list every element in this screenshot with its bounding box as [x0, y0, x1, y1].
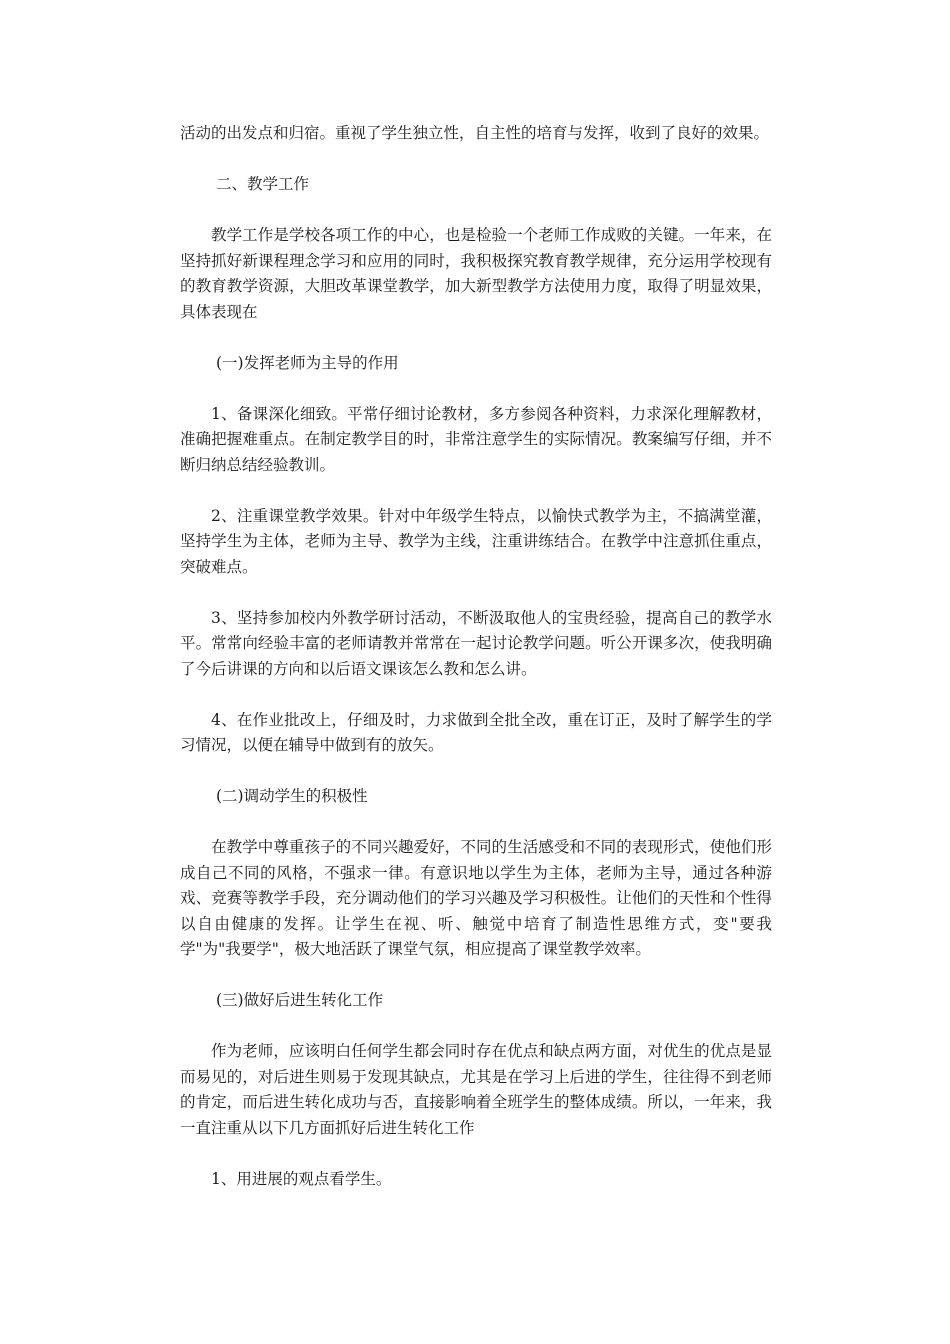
- paragraph-motivation-detail: 在教学中尊重孩子的不同兴趣爱好，不同的生活感受和不同的表现形式，使他们形成自己不同的风格，不强求一律。有意识地以学生为主体，老师为主导，通过各种游戏、竞赛等教学手段，充分调动他们的学习兴趣及学习积极性。让他们的天性和个性得以自由健康的发挥。让学生在视、听、触觉中培育了制造性思维方式，变"要我学"为"我要学"，极大地活跃了课堂气氛，相应提高了课堂教学效率。: [180, 838, 772, 958]
- subheading-struggling-students: (三)做好后进生转化工作: [216, 991, 384, 1009]
- section-heading-teaching-work: 二、教学工作: [216, 175, 310, 193]
- subheading-teacher-guidance: (一)发挥老师为主导的作用: [216, 353, 399, 372]
- paragraph-homework-correction: 4、在作业批改上，仔细及时，力求做到全批全改，重在订正，及时了解学生的学习情况，以便在辅导中做到有的放矢。: [180, 710, 772, 754]
- subheading-student-motivation: (二)调动学生的积极性: [216, 787, 368, 805]
- paragraph-lesson-preparation: 1、备课深化细致。平常仔细讨论教材，多方参阅各种资料，力求深化理解教材，准确把握难重点。在制定教学目的时，非常注意学生的实际情况。教案编写仔细，并不断归纳总结经验教训。: [180, 404, 772, 474]
- paragraph-intro-continuation: 活动的出发点和归宿。重视了学生独立性，自主性的培育与发挥，收到了良好的效果。: [180, 124, 770, 142]
- paragraph-developmental-view: 1、用进展的观点看学生。: [211, 1169, 392, 1188]
- paragraph-teaching-overview: 教学工作是学校各项工作的中心，也是检验一个老师工作成败的关键。一年来，在坚持抓好新课程理念学习和应用的同时，我积极探究教育教学规律，充分运用学校现有的教育教学资源，大胆改革课堂教学，加大新型教学方法使用力度，取得了明显效果，具体表现在: [180, 226, 772, 321]
- paragraph-classroom-effect: 2、注重课堂教学效果。针对中年级学生特点，以愉快式教学为主，不搞满堂灌，坚持学生为主体，老师为主导、教学为主线，注重讲练结合。在教学中注意抓住重点，突破难点。: [180, 506, 772, 576]
- paragraph-research-activities: 3、坚持参加校内外教学研讨活动，不断汲取他人的宝贵经验，提高自己的教学水平。常常向经验丰富的老师请教并常常在一起讨论教学问题。听公开课多次，使我明确了今后讲课的方向和以后语文课该怎么教和怎么讲。: [180, 608, 772, 678]
- paragraph-struggling-students-detail: 作为老师，应该明白任何学生都会同时存在优点和缺点两方面，对优生的优点是显而易见的，对后进生则易于发现其缺点，尤其是在学习上后进的学生，往往得不到老师的肯定，而后进生转化成功与否，直接影响着全班学生的整体成绩。所以，一年来，我一直注重从以下几方面抓好后进生转化工作: [180, 1042, 772, 1137]
- document-page: [180, 121, 772, 1192]
